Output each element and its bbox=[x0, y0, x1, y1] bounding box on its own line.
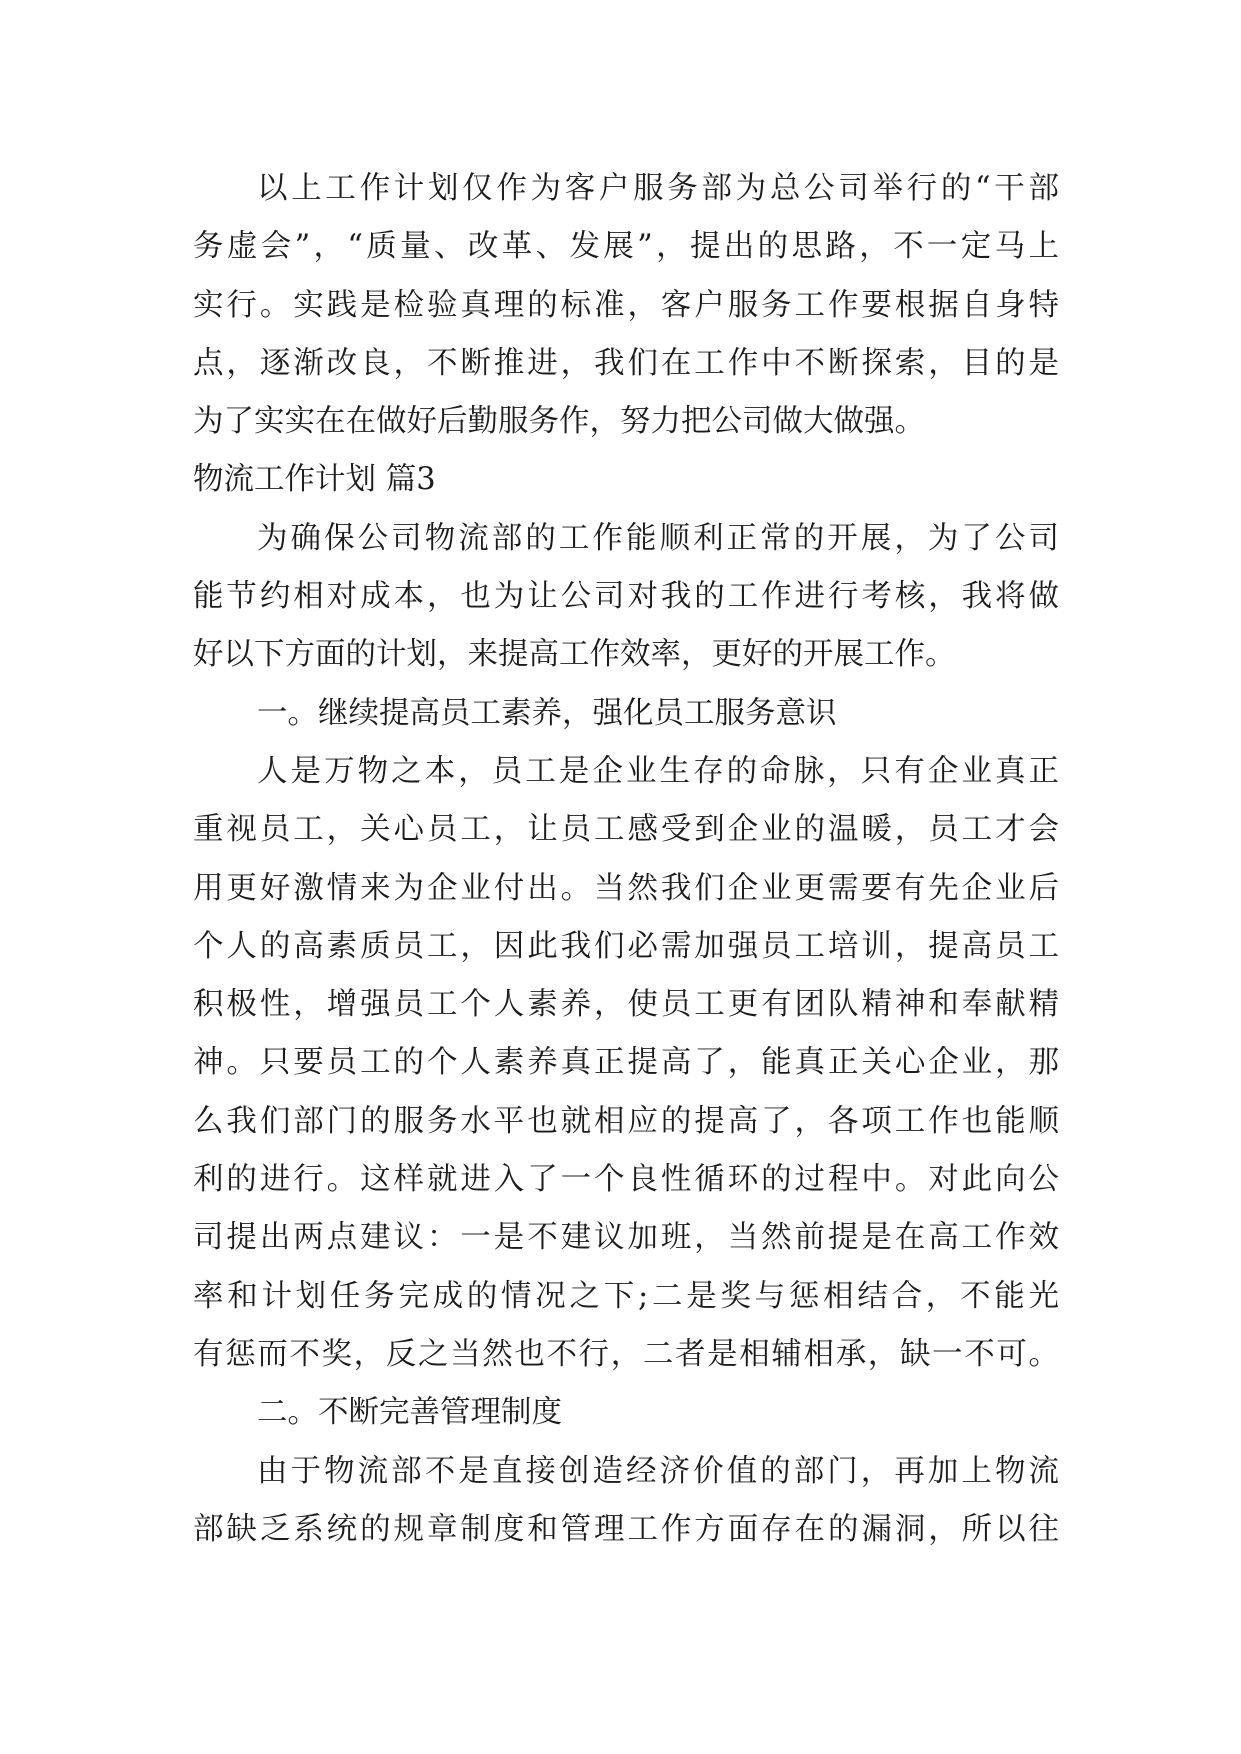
text-line: 为了实实在在做好后勤服务作，努力把公司做大做强。 bbox=[193, 404, 925, 440]
text-line: 率和计划任务完成的情况之下;二是奖与惩相结合，不能光 bbox=[193, 1278, 1059, 1314]
text-line: 积极性，增强员工个人素养，使员工更有团队精神和奉献精 bbox=[193, 987, 1059, 1023]
text-line: 么我们部门的服务水平也就相应的提高了，各项工作也能顺 bbox=[193, 1103, 1059, 1139]
text-line: 由于物流部不是直接创造经济价值的部门，再加上物流 bbox=[257, 1453, 1059, 1489]
text-line: 司提出两点建议：一是不建议加班，当然前提是在高工作效 bbox=[193, 1220, 1059, 1256]
text-line: 神。只要员工的个人素养真正提高了，能真正关心企业，那 bbox=[193, 1045, 1059, 1081]
text-line: 为确保公司物流部的工作能顺利正常的开展，为了公司 bbox=[257, 520, 1059, 556]
text-line: 部缺乏系统的规章制度和管理工作方面存在的漏洞，所以往 bbox=[193, 1511, 1059, 1547]
text-line: 二。不断完善管理制度 bbox=[257, 1395, 562, 1431]
text-line: 好以下方面的计划，来提高工作效率，更好的开展工作。 bbox=[193, 637, 956, 673]
text-line: 重视员工，关心员工，让员工感受到企业的温暖，员工才会 bbox=[193, 812, 1059, 848]
text-line: 能节约相对成本，也为让公司对我的工作进行考核，我将做 bbox=[193, 579, 1059, 615]
text-line: 个人的高素质员工，因此我们必需加强员工培训，提高员工 bbox=[193, 928, 1059, 964]
text-line: 有惩而不奖，反之当然也不行，二者是相辅相承，缺一不可。 bbox=[193, 1336, 1059, 1372]
document-body bbox=[193, 160, 1059, 1559]
text-line: 以上工作计划仅作为客户服务部为总公司举行的“干部 bbox=[257, 171, 1059, 206]
text-line: 用更好激情来为企业付出。当然我们企业更需要有先企业后 bbox=[193, 870, 1059, 906]
text-line: 人是万物之本，员工是企业生存的命脉，只有企业真正 bbox=[257, 753, 1059, 789]
text-line: 一。继续提高员工素养，强化员工服务意识 bbox=[257, 695, 837, 731]
text-line: 实行。实践是检验真理的标准，客户服务工作要根据自身特 bbox=[193, 287, 1059, 323]
text-line: 物流工作计划 篇3 bbox=[193, 462, 436, 498]
text-line: 点，逐渐改良，不断推进，我们在工作中不断探索，目的是 bbox=[193, 345, 1059, 381]
text-line: 利的进行。这样就进入了一个良性循环的过程中。对此向公 bbox=[193, 1162, 1059, 1198]
text-line: 务虚会”，“质量、改革、发展”，提出的思路，不一定马上 bbox=[193, 229, 1059, 265]
